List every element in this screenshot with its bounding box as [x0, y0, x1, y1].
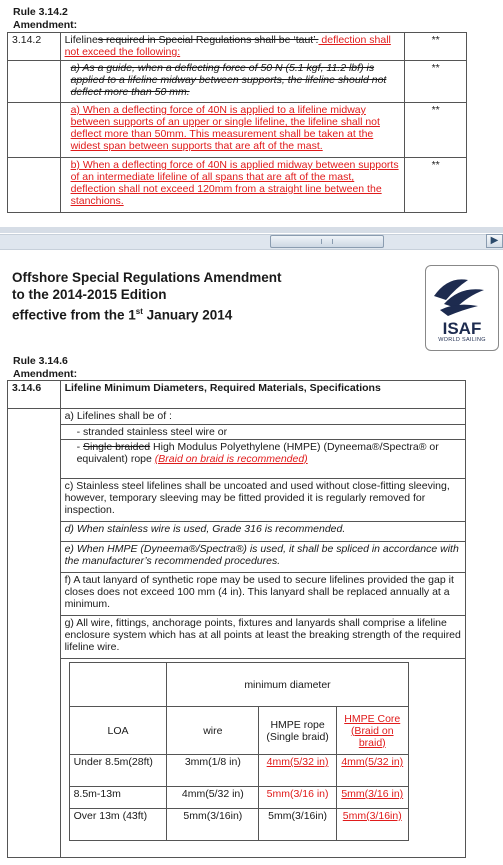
- row-core: 5mm(3/16 in): [336, 787, 408, 809]
- row-core: 5mm(3/16in): [336, 809, 408, 841]
- row-hmpe: 4mm(5/32 in): [259, 755, 337, 787]
- item-f: f) A taut lanyard of synthetic rope may be used to secure lifelines provided the gap it closes does not exceed 100 mm (4 in). This lanyard shall be replaced annually at a minimum.: [60, 573, 465, 616]
- row-core: 4mm(5/32 in): [336, 755, 408, 787]
- row-loa: 8.5m-13m: [69, 787, 167, 809]
- rule-number: 3.14.6: [8, 381, 61, 409]
- item-d: d) When stainless wire is used, Grade 316 is recommended.: [60, 522, 465, 542]
- struck-item-a: a) As a guide, when a deflecting force of 50 N (5.1 kgf, 11.2 lbf) is applied to a lifeline midway between supports, the lifeline should not deflect more than 50 mm.: [60, 61, 405, 103]
- page-divider: [0, 227, 503, 233]
- amendment-label: Amendment:: [13, 368, 78, 380]
- row-wire: 3mm(1/8 in): [167, 755, 259, 787]
- row-hmpe: 5mm(3/16in): [259, 809, 337, 841]
- row-loa: Under 8.5m(28ft): [69, 755, 167, 787]
- item-a: a) Lifelines shall be of :: [60, 409, 465, 425]
- row-wire: 4mm(5/32 in): [167, 787, 259, 809]
- grip-icon: [321, 239, 333, 244]
- horizontal-scrollbar[interactable]: [0, 234, 503, 250]
- new-item-a: a) When a deflecting force of 40N is applied to a lifeline midway between supports of an upper or single lifeline, the lifeline shall not deflect more than 50mm. This measurement shall be taken at the widest span between supports that are aft of the mast.: [60, 103, 405, 158]
- amend-marker: **: [405, 158, 467, 213]
- item-e: e) When HMPE (Dyneema®/Spectra®) is used, it shall be spliced in accordance with the manufacturer’s recommended procedures.: [60, 542, 465, 573]
- diameter-header: minimum diameter: [167, 663, 408, 707]
- item-a2: - Single braided High Modulus Polyethylene (HMPE) (Dyneema®/Spectra® or equivalent) rope (Braid on braid is recommended): [60, 440, 465, 479]
- rule-lead-text: Lifelines required in Special Regulations shall be ‘taut’. deflection shall not exceed the following:: [60, 33, 405, 61]
- item-c: c) Stainless steel lifelines shall be uncoated and used without close-fitting sleeving, however, temporary sleeving may be fitted provided it is regularly removed for inspection.: [60, 479, 465, 522]
- rule-title: Lifeline Minimum Diameters, Required Materials, Specifications: [60, 381, 465, 409]
- isaf-logo: ISAF WORLD SAILING: [425, 265, 499, 351]
- row-loa: Over 13m (43ft): [69, 809, 167, 841]
- row-wire: 5mm(3/16in): [167, 809, 259, 841]
- rule-3-14-6-table: [7, 380, 466, 858]
- rule-heading: Rule 3.14.6: [13, 355, 68, 367]
- scroll-right-icon[interactable]: ▶: [486, 234, 503, 248]
- diameter-table-cell: [60, 659, 465, 858]
- row-hmpe: 5mm(3/16 in): [259, 787, 337, 809]
- col-hmpe: HMPE rope (Single braid): [259, 707, 337, 755]
- rule-number: 3.14.2: [8, 33, 61, 61]
- item-a1: - stranded stainless steel wire or: [60, 425, 465, 440]
- diameter-table: [69, 662, 409, 841]
- new-item-b: b) When a deflecting force of 40N is applied midway between supports of an intermediate lifeline of all spans that are aft of the mast, deflection shall not exceed 120mm from a straight line between the stanchions.: [60, 158, 405, 213]
- amend-marker: **: [405, 33, 467, 61]
- col-wire: wire: [167, 707, 259, 755]
- sail-emblem-icon: [426, 266, 498, 318]
- amend-marker: **: [405, 61, 467, 103]
- item-g: g) All wire, fittings, anchorage points, fixtures and lanyards shall comprise a lifeline enclosure system which has at all points at least the breaking strength of the required lifeline wire.: [60, 616, 465, 659]
- col-hmpe-core: HMPE Core (Braid on braid): [336, 707, 408, 755]
- amendment-label: Amendment:: [13, 19, 78, 31]
- rule-3-14-2-table: [7, 32, 467, 213]
- document-title: Offshore Special Regulations Amendment to the 2014-2015 Edition effective from the 1st January 2014: [12, 270, 282, 323]
- col-loa: LOA: [69, 707, 167, 755]
- scrollbar-thumb[interactable]: [270, 235, 384, 248]
- amend-marker: **: [405, 103, 467, 158]
- rule-heading: Rule 3.14.2: [13, 6, 68, 18]
